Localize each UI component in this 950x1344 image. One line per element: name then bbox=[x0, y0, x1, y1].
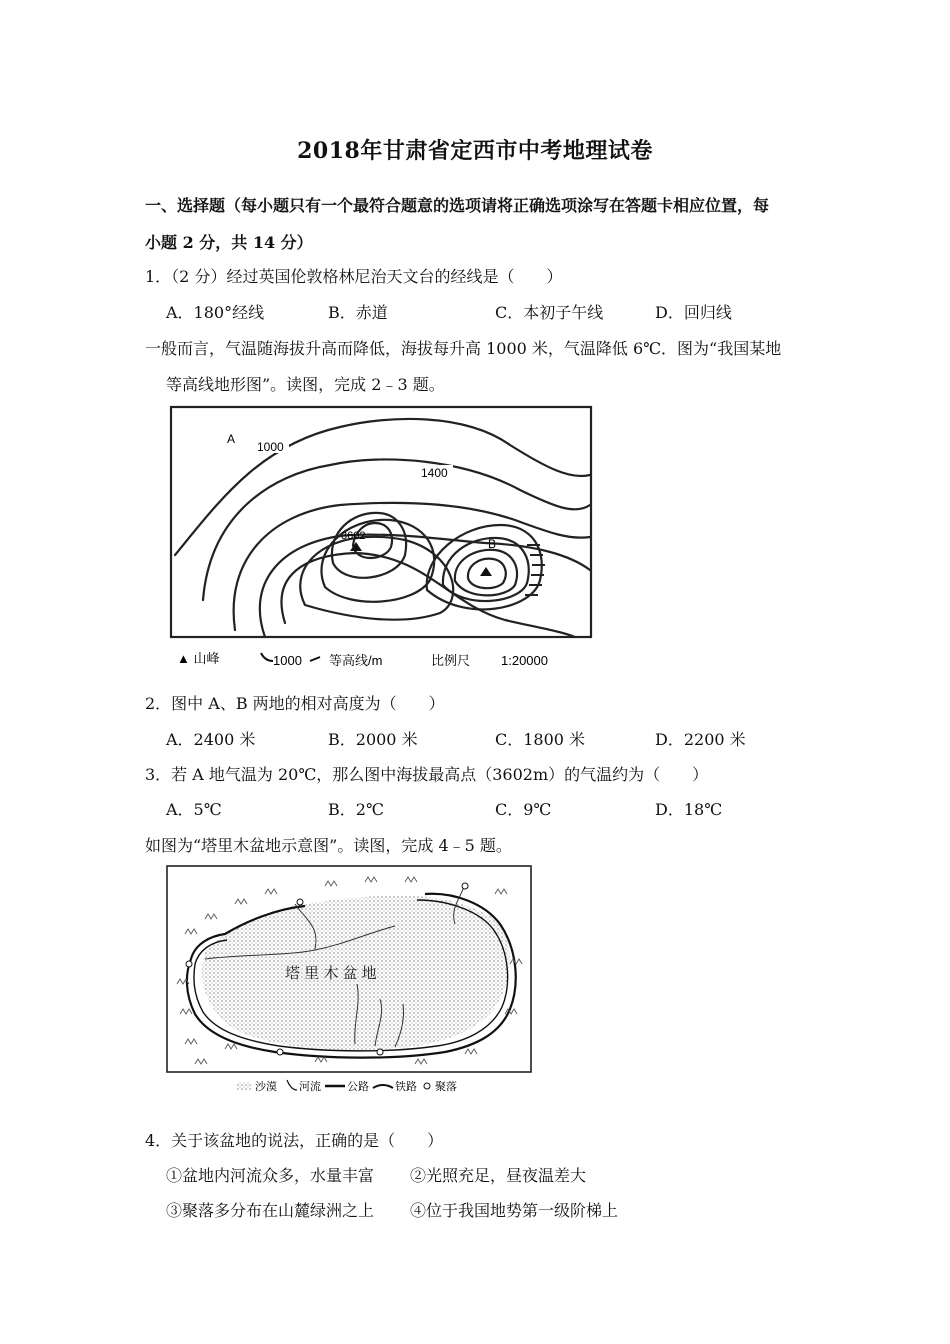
section-heading-line2: 小题 2 分，共 14 分） bbox=[145, 233, 313, 252]
legend-contour-value: 1000 bbox=[273, 653, 302, 668]
intro-2-3-line1: 一般而言，气温随海拔升高而降低，海拔每升高 1000 米，气温降低 6℃．图为“我国某地 bbox=[145, 339, 782, 358]
question-3-option-a: A．5℃ bbox=[166, 800, 222, 819]
legend-scale-label: 比例尺 bbox=[431, 653, 471, 668]
tarim-basin-map bbox=[165, 864, 535, 1096]
question-1-stem: 1．（2 分）经过英国伦敦格林尼治天文台的经线是（ ） bbox=[145, 267, 563, 286]
legend-peak: ▲ 山峰 bbox=[177, 651, 220, 666]
question-2-option-a: A．2400 米 bbox=[166, 730, 256, 749]
question-2-option-d: D．2200 米 bbox=[655, 730, 746, 749]
point-b-label: B bbox=[488, 537, 497, 551]
intro-4-5: 如图为“塔里木盆地示意图”。读图，完成 4﹣5 题。 bbox=[145, 836, 512, 855]
question-2-stem: 2．图中 A、B 两地的相对高度为（ ） bbox=[145, 694, 445, 713]
question-1-option-d: D．回归线 bbox=[655, 303, 732, 322]
legend-contour: 等高线/m bbox=[329, 653, 383, 668]
question-1-option-c: C．本初子午线 bbox=[495, 303, 604, 322]
legend-railway-symbol bbox=[373, 1085, 393, 1088]
question-4-item-4: ④位于我国地势第一级阶梯上 bbox=[410, 1201, 619, 1220]
legend-scale-value: 1:20000 bbox=[501, 653, 548, 668]
question-3-stem: 3．若 A 地气温为 20℃，那么图中海拔最高点（3602m）的气温约为（ ） bbox=[145, 765, 709, 784]
contour-label-1000: 1000 bbox=[257, 440, 284, 454]
point-a-label: A bbox=[227, 432, 236, 446]
contour-label-1400: 1400 bbox=[421, 466, 448, 480]
legend-desert: 沙漠 bbox=[255, 1081, 277, 1093]
basin-label: 塔 里 木 盆 地 bbox=[285, 965, 377, 982]
intro-2-3-line2: 等高线地形图”。读图，完成 2﹣3 题。 bbox=[166, 375, 445, 394]
question-3-option-b: B．2℃ bbox=[328, 800, 384, 819]
question-3-option-d: D．18℃ bbox=[655, 800, 723, 819]
legend-river-symbol bbox=[287, 1080, 297, 1090]
contour-map bbox=[165, 405, 595, 673]
legend-highway: 公路 bbox=[347, 1081, 369, 1093]
question-4-item-1: ①盆地内河流众多，水量丰富 bbox=[166, 1166, 375, 1185]
page-title: 2018年甘肃省定西市中考地理试卷 bbox=[297, 138, 653, 164]
question-1-option-a: A．180°经线 bbox=[166, 303, 265, 322]
question-3-option-c: C．9℃ bbox=[495, 800, 552, 819]
legend-settlement-symbol bbox=[424, 1083, 430, 1089]
question-4-stem: 4．关于该盆地的说法，正确的是（ ） bbox=[145, 1131, 444, 1150]
question-2-option-c: C．1800 米 bbox=[495, 730, 586, 749]
legend-river: 河流 bbox=[299, 1081, 321, 1093]
question-4-item-2: ②光照充足，昼夜温差大 bbox=[410, 1166, 587, 1185]
section-heading-line1: 一、选择题（每小题只有一个最符合题意的选项请将正确选项涂写在答题卡相应位置，每 bbox=[145, 196, 770, 215]
question-1-option-b: B．赤道 bbox=[328, 303, 388, 322]
legend-contour-symbol bbox=[261, 653, 273, 661]
legend-desert-swatch bbox=[237, 1082, 251, 1090]
legend-contour-tick bbox=[310, 657, 320, 661]
question-2-option-b: B．2000 米 bbox=[328, 730, 418, 749]
legend-railway: 铁路 bbox=[395, 1081, 417, 1093]
question-4-item-3: ③聚落多分布在山麓绿洲之上 bbox=[166, 1201, 375, 1220]
legend-settlement: 聚落 bbox=[435, 1081, 457, 1093]
peak-elevation-label: 3602 bbox=[341, 530, 366, 542]
